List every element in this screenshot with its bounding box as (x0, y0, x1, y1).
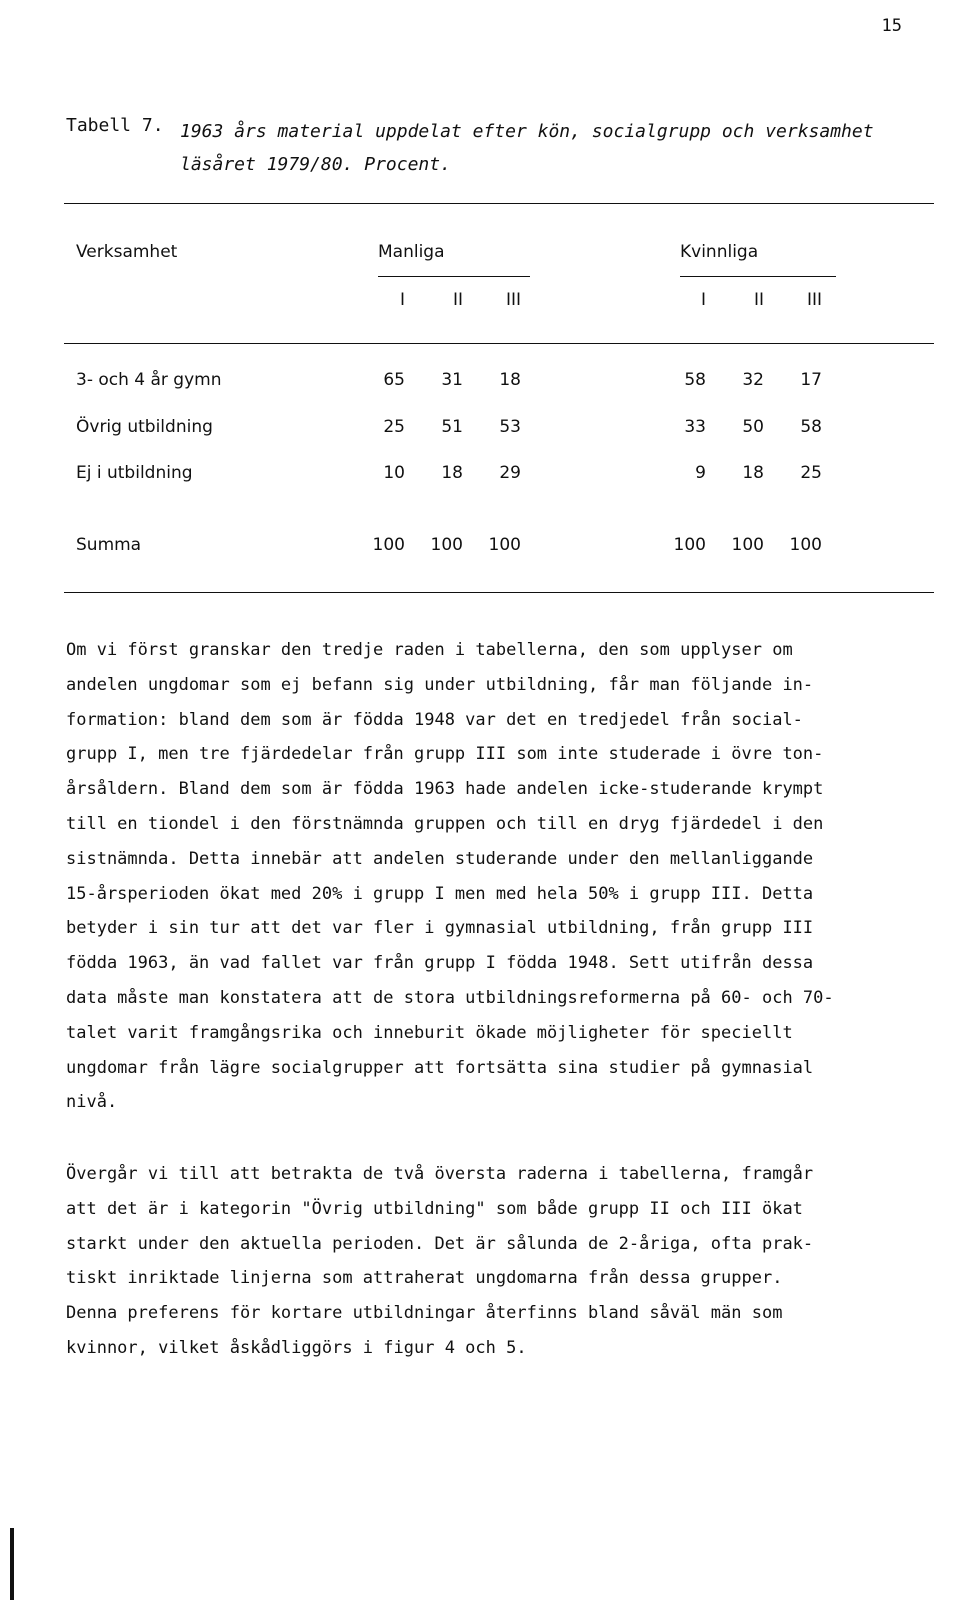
cell-value: 18 (499, 370, 521, 390)
cell-value: 18 (441, 463, 463, 483)
text-line: födda 1963, än vad fallet var från grupp I födda 1948. Sett utifrån dessa (66, 953, 814, 974)
text-line: ungdomar från lägre socialgrupper att fortsätta sina studier på gymnasial (66, 1057, 814, 1078)
total-value: 100 (430, 535, 463, 555)
table-top-rule (64, 203, 934, 204)
table-bottom-rule (64, 592, 934, 593)
text-line: Övergår vi till att betrakta de två översta raderna i tabellerna, framgår (66, 1164, 814, 1184)
text-line: tiskt inriktade linjerna som attraherat ungdomarna från dessa grupper. (66, 1268, 783, 1289)
table-title (180, 115, 950, 181)
female-group-rule (680, 276, 836, 277)
total-value: 100 (731, 535, 764, 555)
text-line: Om vi först granskar den tredje raden i tabellerna, den som upplyser om (66, 640, 793, 660)
text-line: data måste man konstatera att de stora utbildningsreformerna på 60- och 70- (66, 987, 834, 1008)
text-line: formation: bland dem som är födda 1948 var det en tredjedel från social- (66, 709, 803, 730)
column-group-female: Kvinnliga (680, 242, 759, 262)
cell-value: 51 (441, 417, 463, 437)
cell-value: 25 (800, 463, 822, 483)
text-line: 15-årsperioden ökat med 20% i grupp I men med hela 50% i grupp III. Detta (66, 883, 814, 904)
page-number: 15 (881, 16, 902, 36)
text-line: att det är i kategorin "Övrig utbildning" som både grupp II och III ökat (66, 1198, 803, 1219)
column-header-male-i: I (399, 290, 405, 310)
cell-value: 25 (383, 417, 405, 437)
cell-value: 9 (695, 463, 706, 483)
table-title-line: läsåret 1979/80. Procent. (180, 154, 451, 175)
cell-value: 53 (499, 417, 521, 437)
column-header-female-ii: II (753, 290, 764, 310)
cell-value: 50 (742, 417, 764, 437)
total-value: 100 (488, 535, 521, 555)
cell-value: 29 (499, 463, 521, 483)
text-line: andelen ungdomar som ej befann sig under utbildning, får man följande in- (66, 674, 814, 695)
text-line: kvinnor, vilket åskådliggörs i figur 4 och 5. (66, 1337, 527, 1358)
text-line: till en tiondel i den förstnämnda gruppen och till en dryg fjärdedel i den (66, 813, 824, 834)
text-line: betyder i sin tur att det var fler i gymnasial utbildning, från grupp III (66, 918, 814, 939)
row-label: Övrig utbildning (76, 417, 213, 437)
header-bottom-rule (64, 343, 934, 344)
column-header-female-iii: III (806, 290, 822, 310)
text-line: sistnämnda. Detta innebär att andelen studerande under den mellanliggande (66, 848, 814, 869)
cell-value: 10 (383, 463, 405, 483)
column-header-male-ii: II (452, 290, 463, 310)
text-line: Denna preferens för kortare utbildningar återfinns bland såväl män som (66, 1303, 783, 1324)
table-title-line: 1963 års material uppdelat efter kön, socialgrupp och verksamhet (180, 121, 874, 142)
text-line: starkt under den aktuella perioden. Det är sålunda de 2-åriga, ofta prak- (66, 1233, 814, 1254)
scan-edge-mark (10, 1528, 14, 1600)
total-value: 100 (789, 535, 822, 555)
text-line: grupp I, men tre fjärdedelar från grupp III som inte studerade i övre ton- (66, 744, 824, 765)
cell-value: 17 (800, 370, 822, 390)
cell-value: 31 (441, 370, 463, 390)
body-paragraph (66, 1157, 936, 1366)
total-value: 100 (673, 535, 706, 555)
cell-value: 58 (684, 370, 706, 390)
cell-value: 58 (800, 417, 822, 437)
cell-value: 18 (742, 463, 764, 483)
column-header-stub: Verksamhet (76, 242, 178, 262)
total-label: Summa (76, 535, 142, 555)
cell-value: 33 (684, 417, 706, 437)
row-label: 3- och 4 år gymn (76, 370, 222, 390)
row-label: Ej i utbildning (76, 463, 193, 483)
table-label: Tabell 7. (66, 115, 164, 136)
male-group-rule (378, 276, 530, 277)
text-line: talet varit framgångsrika och inneburit ökade möjligheter för speciellt (66, 1022, 793, 1043)
text-line: nivå. (66, 1092, 118, 1113)
body-paragraph (66, 633, 936, 1120)
column-header-male-iii: III (505, 290, 521, 310)
text-line: årsåldern. Bland dem som är födda 1963 hade andelen icke-studerande krympt (66, 779, 824, 800)
cell-value: 32 (742, 370, 764, 390)
column-group-male: Manliga (378, 242, 445, 262)
total-value: 100 (372, 535, 405, 555)
column-header-female-i: I (700, 290, 706, 310)
cell-value: 65 (383, 370, 405, 390)
